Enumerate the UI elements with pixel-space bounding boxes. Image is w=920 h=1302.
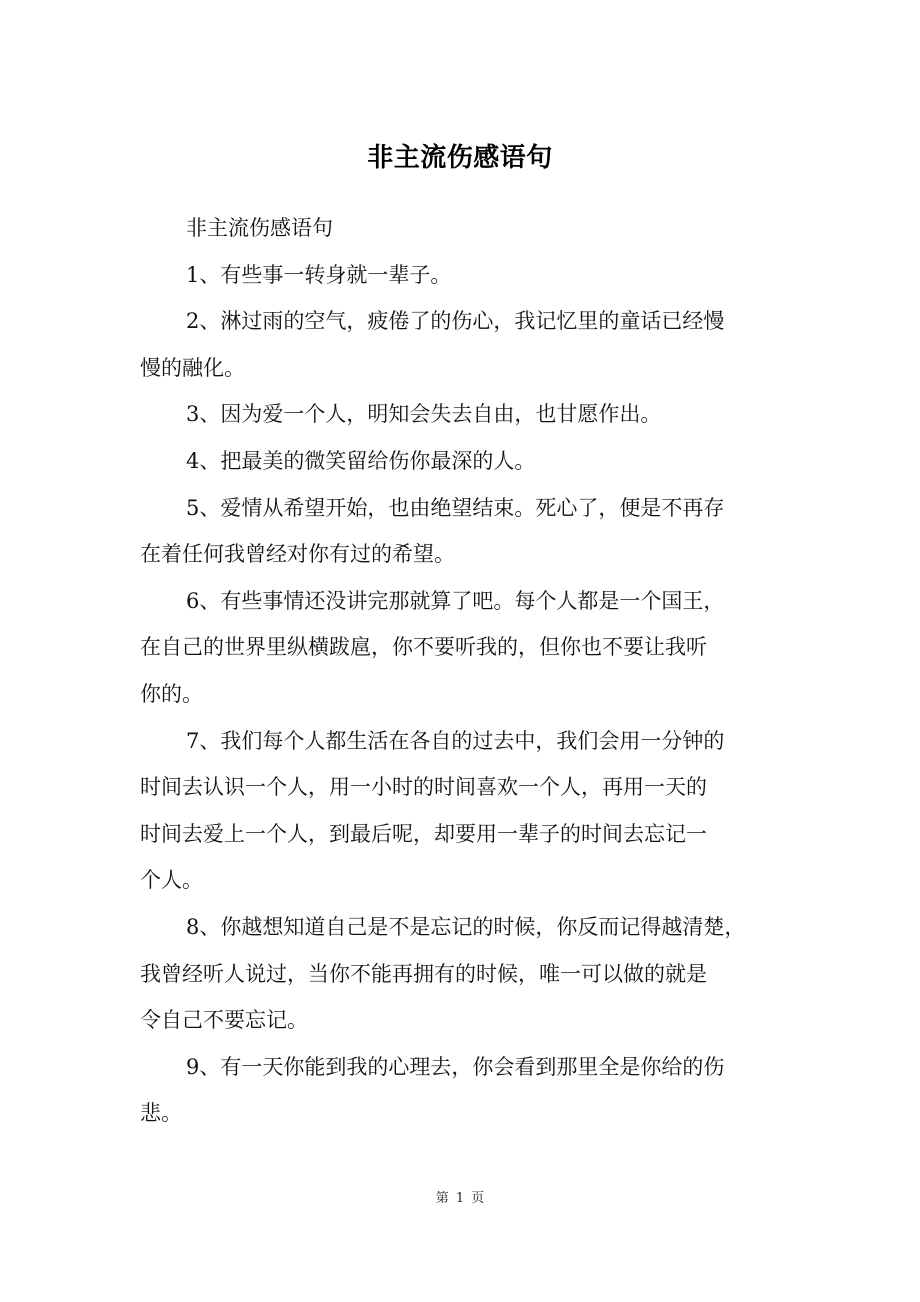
page-number: 第 1 页 [435,1191,485,1206]
paragraph-line: 悲。 [140,1101,182,1126]
paragraph-line: 慢的融化。 [140,355,245,380]
paragraph-7 [140,718,800,904]
paragraph-line: 9、有一天你能到我的心理去，你会看到那里全是你给的伤 [186,1054,725,1079]
paragraph-line: 7、我们每个人都生活在各自的过去中，我们会用一分钟的 [186,728,725,753]
paragraph-subtitle [140,205,800,252]
paragraph-8 [140,904,800,1044]
paragraph-line: 在着任何我曾经对你有过的希望。 [140,542,455,567]
paragraph-line: 你的。 [140,681,203,706]
paragraph-line: 2、淋过雨的空气，疲倦了的伤心，我记忆里的童话已经慢 [186,309,725,334]
paragraph-1 [140,252,800,299]
paragraph-4 [140,438,800,485]
paragraph-line: 令自己不要忘记。 [140,1008,308,1033]
paragraph-line: 个人。 [140,868,203,893]
paragraph-line: 在自己的世界里纵横跋扈，你不要听我的，但你也不要让我听 [140,635,707,660]
paragraph-line: 4、把最美的微笑留给伤你最深的人。 [186,448,536,473]
paragraph-3 [140,391,800,438]
paragraph-line: 5、爱情从希望开始，也由绝望结束。死心了，便是不再存 [186,495,725,520]
paragraph-line: 6、有些事情还没讲完那就算了吧。每个人都是一个国王， [186,588,725,613]
paragraph-line: 1、有些事一转身就一辈子。 [186,262,452,287]
paragraph-2 [140,298,800,391]
paragraph-line: 时间去认识一个人，用一小时的时间喜欢一个人，再用一天的 [140,775,707,800]
paragraph-line: 非主流伤感语句 [186,216,333,240]
paragraph-6 [140,578,800,718]
paragraph-line: 8、你越想知道自己是不是忘记的时候，你反而记得越清楚， [186,914,746,939]
paragraph-5 [140,485,800,578]
paragraph-9 [140,1044,800,1137]
paragraph-line: 时间去爱上一个人，到最后呢，却要用一辈子的时间去忘记一 [140,821,707,846]
paragraph-line: 我曾经听人说过，当你不能再拥有的时候，唯一可以做的就是 [140,961,707,986]
document-title: 非主流伤感语句 [367,143,553,173]
paragraph-line: 3、因为爱一个人，明知会失去自由，也甘愿作出。 [186,402,662,427]
document-body [140,205,800,1137]
